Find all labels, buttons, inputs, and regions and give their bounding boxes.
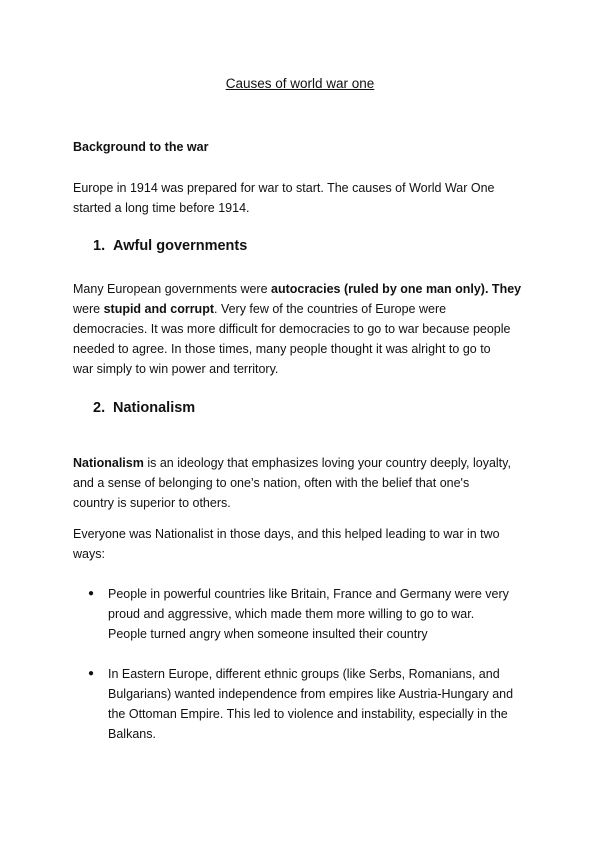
document-title: Causes of world war one [225,76,375,91]
section-number: 2. [93,400,106,416]
definition-line: and a sense of belonging to one’s nation, often with the belief that one's [73,476,470,490]
definition-line [73,455,511,471]
paragraph-line: needed to agree. In those times, many people thought it was alright to go to [73,342,491,356]
text: . They [484,282,522,296]
section-heading-governments [93,238,247,254]
text: is an ideology that emphasizes loving your country deeply, loyalty, [143,456,511,470]
bold-text: Nationalism [73,456,144,470]
intro-line: Europe in 1914 was prepared for war to start. The causes of World War One [73,181,495,195]
bold-text: stupid and corrupt [103,302,214,316]
bullet-line: proud and aggressive, which made them more willing to go to war. [108,607,475,621]
bullet-icon: ● [88,668,95,679]
bullet-icon: ● [88,588,95,599]
bullet-line: People turned angry when someone insulted their country [108,627,428,641]
paragraph-line: Everyone was Nationalist in those days, and this helped leading to war in two [73,527,500,541]
bullet-line: In Eastern Europe, different ethnic groups (like Serbs, Romanians, and [108,667,500,681]
section-title: Nationalism [113,400,196,416]
section-heading-nationalism [93,400,195,416]
section-number: 1. [93,238,106,254]
paragraph-line: democracies. It was more difficult for democracies to go to war because people [73,322,511,336]
bullet-line: Balkans. [108,727,156,741]
definition-line: country is superior to others. [73,496,231,510]
paragraph-line: war simply to win power and territory. [73,362,279,376]
text: Many European governments were [73,282,272,296]
text: . Very few of the countries of Europe were [214,302,447,316]
bold-text: autocracies (ruled by one man only) [271,282,485,296]
intro-line: started a long time before 1914. [73,201,250,215]
paragraph-line: ways: [73,547,105,561]
section-title: Awful governments [113,238,248,254]
bullet-line: People in powerful countries like Britain, France and Germany were very [108,587,509,601]
background-heading: Background to the war [73,140,209,154]
text: were [73,302,104,316]
bullet-line: Bulgarians) wanted independence from empires like Austria-Hungary and [108,687,514,701]
paragraph-line [73,281,521,297]
bullet-line: the Ottoman Empire. This led to violence and instability, especially in the [108,707,508,721]
paragraph-line [73,301,446,317]
